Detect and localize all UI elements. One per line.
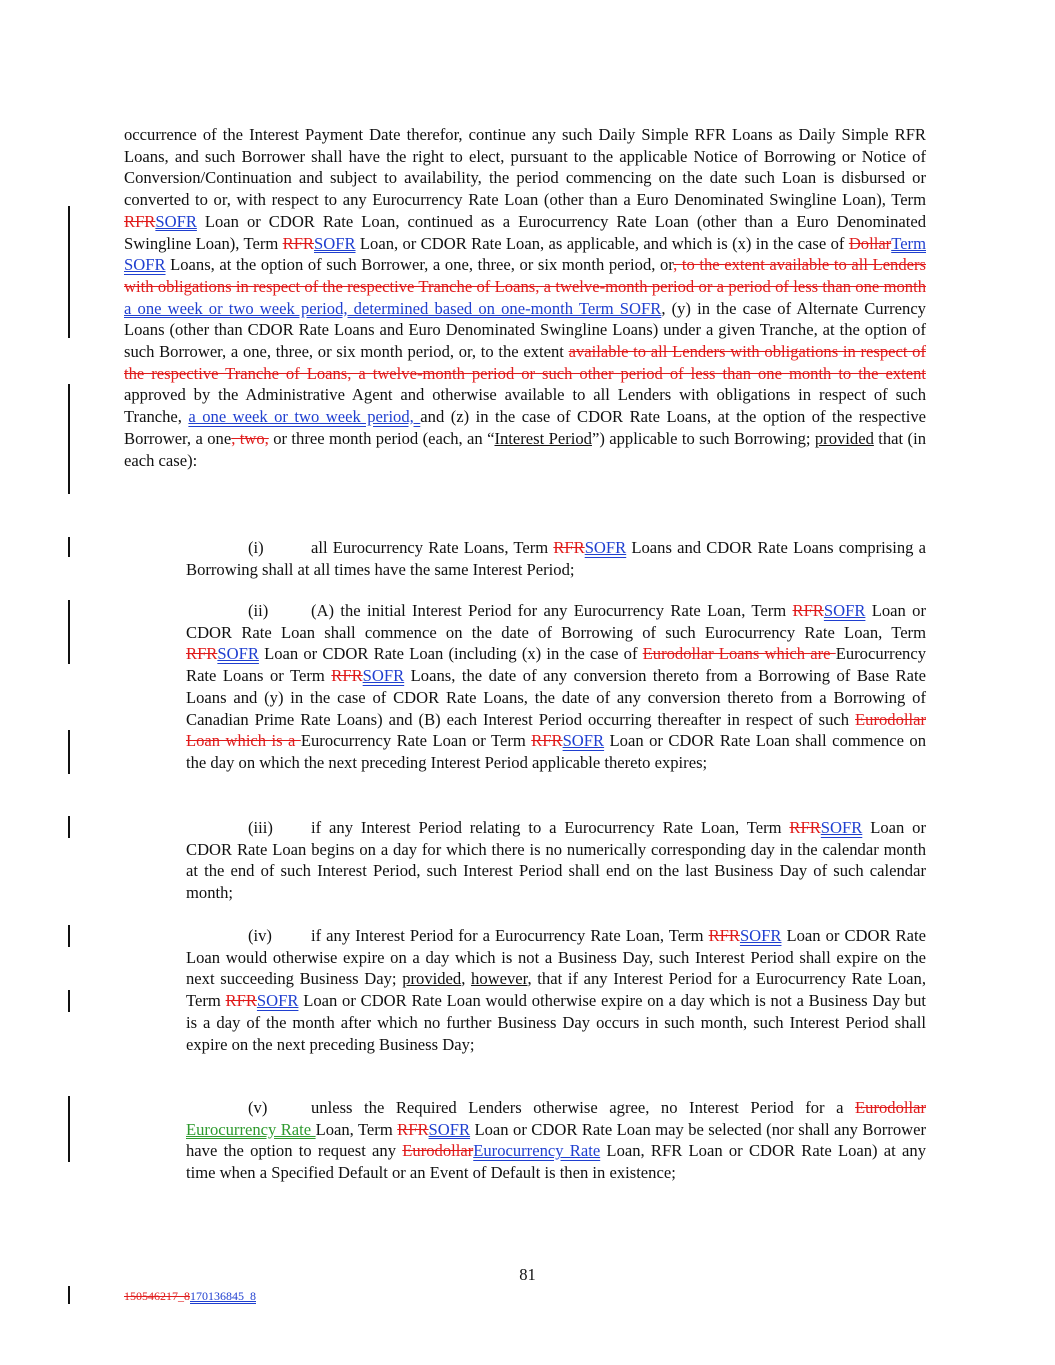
text-run: if any Interest Period for a Eurocurrency Rate Loan, Term bbox=[311, 926, 709, 945]
inserted-text: SOFR bbox=[584, 538, 627, 557]
deleted-text: , to the extent available to all Lenders with obligations in respect of the respective Tranche of Loans, a twelve-month period or a period of less than one month bbox=[124, 255, 926, 296]
deleted-text: RFR bbox=[282, 233, 315, 253]
inserted-text: SOFR bbox=[362, 666, 405, 686]
deleted-text: RFR bbox=[186, 644, 218, 664]
inserted-text: SOFR bbox=[823, 601, 866, 620]
clause-iii bbox=[186, 817, 926, 904]
deleted-text: RFR bbox=[553, 538, 585, 557]
text-run: if any Interest Period relating to a Eurocurrency Rate Loan, Term bbox=[311, 818, 790, 837]
text-run: Loans, at the option of such Borrower, a one, three, or six month period, or bbox=[165, 255, 674, 275]
text-run: Loan, Term bbox=[315, 1119, 398, 1139]
inserted-text: SOFR bbox=[256, 991, 299, 1011]
text-run: unless the Required Lenders otherwise agree, no Interest Period for a bbox=[311, 1098, 856, 1117]
deleted-text: Eurodollar bbox=[402, 1141, 474, 1161]
clause-number: (v) bbox=[248, 1098, 268, 1117]
deleted-text: , two, bbox=[231, 428, 269, 448]
page-number: 81 bbox=[519, 1265, 536, 1284]
deleted-text: RFR bbox=[531, 731, 563, 751]
text-run: occurrence of the Interest Payment Date therefor, continue any such Daily Simple RFR Loans as Daily Simple RFR Loans, and such Borrower shall have the right to elect, pursuant to the applicable Notice of Borrowing or Notice of Conversion/Continuation and subject to availability, the period commencing on the date such Loan is disbursed or converted to or, with respect to any Eurocurrency Rate Loan (other than a Euro Denominated Swingline Loan), Term bbox=[124, 125, 926, 210]
text-run: Eurocurrency Rate Loans or Term bbox=[186, 644, 927, 686]
clause-v bbox=[186, 1097, 926, 1184]
change-bar bbox=[68, 620, 70, 664]
inserted-text: SOFR bbox=[428, 1119, 471, 1139]
document-id bbox=[124, 1289, 256, 1304]
deleted-text: RFR bbox=[331, 666, 363, 686]
text-run: , that if any Interest Period for a Eurocurrency Rate Loan, Term bbox=[186, 969, 926, 1011]
clause-ii bbox=[186, 600, 926, 774]
text-run: Loan or CDOR Rate Loan shall commence on the day on which the next preceding Interest Period applicable thereto expires; bbox=[186, 731, 926, 772]
deleted-text: RFR bbox=[124, 211, 156, 231]
deleted-text: RFR bbox=[708, 926, 740, 945]
defined-term: Interest Period bbox=[494, 428, 592, 448]
deleted-text: RFR bbox=[225, 991, 257, 1011]
deleted-doc-id: 150546217_8 bbox=[124, 1289, 190, 1303]
clause-iv bbox=[186, 925, 926, 1055]
text-run: approved by the Administrative Agent and otherwise available to all Lenders with obligations in respect of such Tranche, bbox=[124, 385, 926, 427]
text-run: Loan, or CDOR Rate Loan, as applicable, and which is (x) in the case of bbox=[355, 233, 849, 253]
clause-number: (iv) bbox=[248, 926, 272, 945]
inserted-text: Eurocurrency Rate bbox=[473, 1141, 601, 1161]
text-run: Eurocurrency Rate Loan or Term bbox=[300, 731, 532, 751]
change-bar bbox=[68, 925, 70, 947]
deleted-text: Eurodollar Loans which are bbox=[642, 644, 836, 664]
text-run: Loan or CDOR Rate Loan begins on a day for which there is no numerically corresponding day in the calendar month at the end of such Interest Period, such Interest Period shall end on the last Business Day of such calendar month; bbox=[186, 818, 927, 903]
text-run: Loans and CDOR Rate Loans comprising a Borrowing shall at all times have the same Interest Period; bbox=[186, 538, 926, 579]
inserted-doc-id: 170136845_8 bbox=[190, 1289, 256, 1303]
change-bar bbox=[68, 1096, 70, 1162]
text-run: or three month period (each, an “ bbox=[268, 428, 495, 448]
deleted-text: RFR bbox=[792, 601, 824, 620]
defined-term: provided bbox=[402, 969, 462, 989]
clause-number: (i) bbox=[248, 538, 264, 557]
deleted-text: RFR bbox=[397, 1119, 429, 1139]
text-run: Loans, the date of any conversion thereto from a Borrowing of Base Rate Loans and (y) in the case of CDOR Rate Loans, the date of any conversion thereto from a Borrowing of Canadian Prime Rate Loans) and (B) each Interest Period occurring thereafter in respect of such bbox=[186, 666, 926, 729]
inserted-text: a one week or two week period, bbox=[188, 407, 421, 427]
intro-paragraph bbox=[124, 124, 926, 471]
text-run: (A) the initial Interest Period for any Eurocurrency Rate Loan, Term bbox=[311, 601, 793, 620]
change-bar bbox=[68, 537, 70, 557]
inserted-text: SOFR bbox=[155, 211, 197, 231]
inserted-text: SOFR bbox=[739, 926, 782, 945]
change-bar bbox=[68, 1286, 70, 1304]
text-run: ”) applicable to such Borrowing; bbox=[591, 428, 815, 448]
text-run: all Eurocurrency Rate Loans, Term bbox=[311, 538, 554, 557]
change-bar bbox=[68, 816, 70, 838]
deleted-text: Eurodollar Loan which is a bbox=[186, 709, 926, 751]
text-run: and (z) in the case of CDOR Rate Loans, at the option of the respective Borrower, a one bbox=[124, 407, 926, 448]
deleted-text: RFR bbox=[789, 818, 821, 837]
inserted-text: SOFR bbox=[314, 233, 356, 253]
inserted-text: SOFR bbox=[562, 731, 605, 751]
text-run: Loan or CDOR Rate Loan would otherwise expire on a day which is not a Business Day, such Interest Period shall expire on the next succeeding Business Day; bbox=[186, 926, 927, 989]
defined-term: however bbox=[471, 969, 528, 989]
inserted-text: SOFR bbox=[820, 818, 863, 837]
text-run: Loan or CDOR Rate Loan may be selected (nor shall any Borrower have the option to request any bbox=[186, 1119, 926, 1161]
change-bar bbox=[68, 600, 70, 622]
moved-text: Eurocurrency Rate bbox=[186, 1119, 316, 1139]
inserted-text: a one week or two week period, determined based on one-month Term SOFR bbox=[124, 298, 662, 318]
defined-term: provided bbox=[814, 428, 874, 448]
text-run: , (y) in the case of Alternate Currency Loans (other than CDOR Rate Loans and Euro Denominated Swingline Loans) under a given Tranche, at the option of such Borrower, a one, three, or six month period, or, to the extent bbox=[124, 298, 926, 362]
change-bar bbox=[68, 384, 70, 494]
text-run: , bbox=[461, 969, 472, 989]
change-bar bbox=[68, 730, 70, 774]
text-run: Loan or CDOR Rate Loan shall commence on the date of Borrowing of such Eurocurrency Rate Loan, Term bbox=[186, 601, 926, 642]
text-run: Loan or CDOR Rate Loan (including (x) in the case of bbox=[258, 644, 643, 664]
inserted-text: Term SOFR bbox=[124, 233, 926, 275]
clause-i bbox=[186, 537, 926, 580]
text-run: Loan or CDOR Rate Loan, continued as a Eurocurrency Rate Loan (other than a Euro Denominated Swingline Loan), Term bbox=[124, 211, 926, 253]
deleted-text: Dollar bbox=[848, 233, 892, 253]
change-bar bbox=[68, 990, 70, 1012]
change-bar bbox=[68, 206, 70, 338]
deleted-text: Eurodollar bbox=[855, 1098, 926, 1117]
clause-number: (iii) bbox=[248, 818, 273, 837]
inserted-text: SOFR bbox=[217, 644, 259, 664]
text-run: that (in each case): bbox=[124, 428, 926, 470]
deleted-text: available to all Lenders with obligations in respect of the respective Tranche of Loans, a twelve-month period or such other period of less than one month to the extent bbox=[124, 342, 926, 383]
text-run: Loan or CDOR Rate Loan would otherwise expire on a day which is not a Business Day but is a day of the month after which no further Business Day occurs in such month, such Interest Period shall expire on the next preceding Business Day; bbox=[186, 991, 926, 1054]
text-run: Loan, RFR Loan or CDOR Rate Loan) at any time when a Specified Default or an Event of Default is then in existence; bbox=[186, 1141, 926, 1183]
clause-number: (ii) bbox=[248, 601, 269, 620]
